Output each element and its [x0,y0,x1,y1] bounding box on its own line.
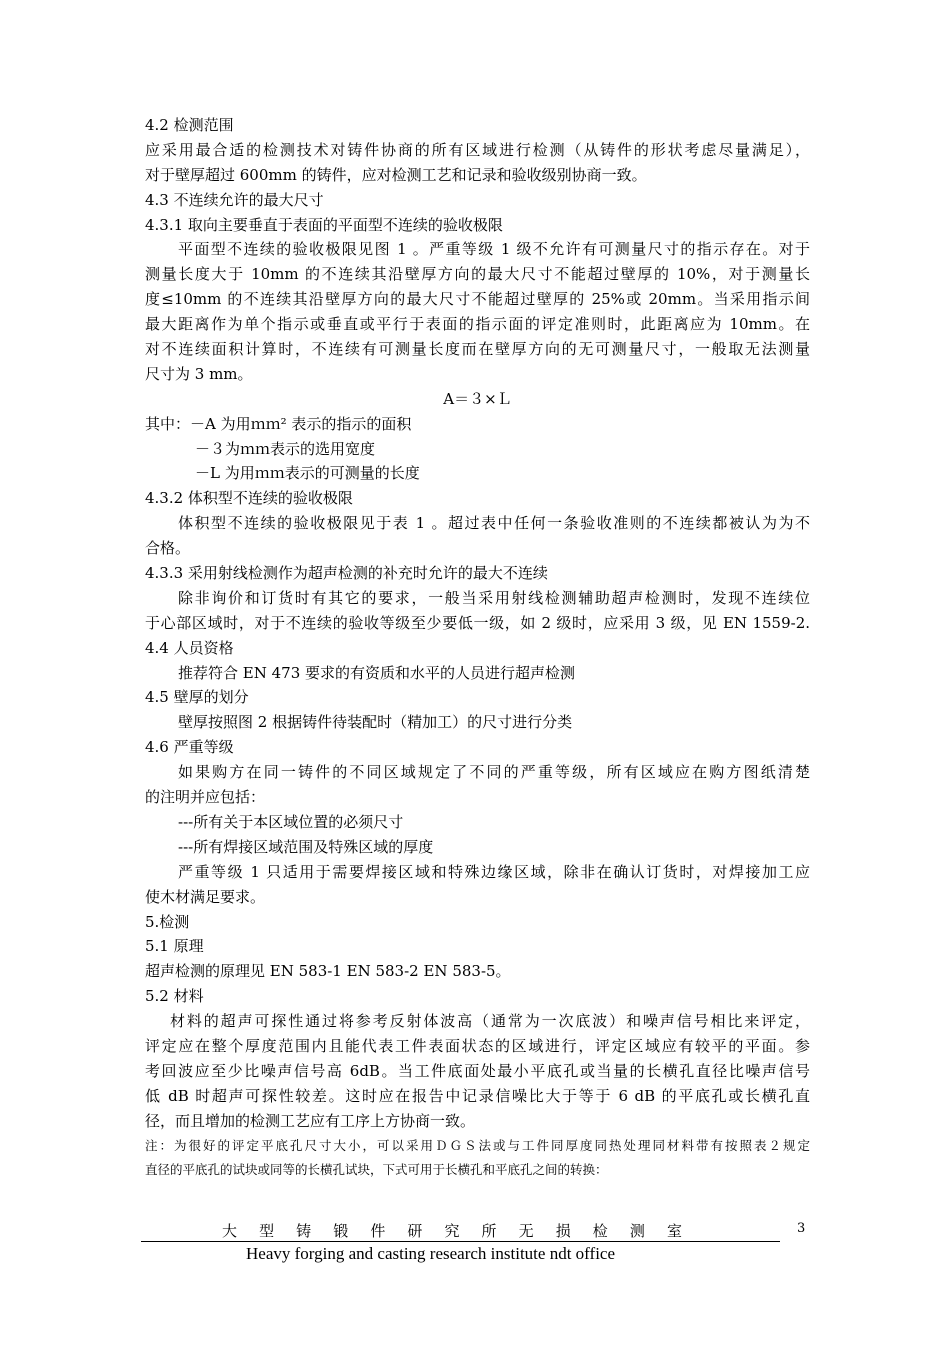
footer-char: 大 [222,1222,238,1240]
section-heading: 5.2 材料 [145,987,204,1006]
note-line: 注：为很好的评定平底孔尺寸大小，可以采用ＤＧＳ法或与工件同厚度同热处理同材料带有按照表２规定 [145,1137,810,1153]
paragraph-line: 于心部区域时，对于不连续的验收等级至少要低一级，如 2 级时，应采用 3 级，见 EN 1559-2. [145,613,810,632]
section-heading: 4.3.2 体积型不连续的验收极限 [145,489,353,508]
formula-note: －L 为用ｍｍ表示的可测量的长度 [195,464,420,483]
note-line: 直径的平底孔的试块或同等的长横孔试块，下式可用于长横孔和平底孔之间的转换： [145,1162,608,1178]
paragraph-line: 应采用最合适的检测技术对铸件协商的所有区域进行检测（从铸件的形状考虑尽量满足）， [145,140,810,159]
footer-char: 测 [629,1222,645,1240]
paragraph-line: 测量长度大于 10mm 的不连续其沿壁厚方向的最大尺寸不能超过壁厚的 10%，对于测量长 [145,265,810,284]
list-item: ---所有关于本区域位置的必须尺寸 [178,812,404,831]
section-heading: 4.3.3 采用射线检测作为超声检测的补充时允许的最大不连续 [145,564,548,583]
footer-char: 检 [592,1222,608,1240]
footer-divider [141,1241,780,1242]
footer-char: 损 [555,1222,571,1240]
paragraph-line: 壁厚按照图 2 根据铸件待装配时（精加工）的尺寸进行分类 [178,713,573,732]
paragraph-line: 平面型不连续的验收极限见图 1 。严重等级 1 级不允许有可测量尺寸的指示存在。对于 [178,240,810,259]
paragraph-line: 径，而且增加的检测工艺应有工序上方协商一致。 [145,1111,476,1130]
paragraph-line: 尺寸为 3 mm。 [145,364,253,383]
paragraph-line: 对不连续面积计算时，不连续有可测量长度而在壁厚方向的无可测量尺寸，一般取无法测量 [145,340,810,359]
paragraph-line: 严重等级 1 只适用于需要焊接区域和特殊边缘区域，除非在确认订货时，对焊接加工应 [178,862,810,881]
paragraph-line: 材料的超声可探性通过将参考反射体波高（通常为一次底波）和噪声信号相比来评定， [170,1012,810,1031]
paragraph-line: 最大距离作为单个指示或垂直或平行于表面的指示面的评定准则时，此距离应为 10mm。在 [145,315,810,334]
footer-english-name: Heavy forging and casting research institute ndt office [246,1244,616,1263]
paragraph-line: 低 dB 时超声可探性较差。这时应在报告中记录信噪比大于等于 6 dB 的平底孔或长横孔直 [145,1086,810,1105]
paragraph-line: 的注明并应包括： [145,788,266,807]
footer-char: 所 [481,1222,497,1240]
section-heading: 4.2 检测范围 [145,116,234,134]
footer-char: 无 [518,1222,534,1240]
paragraph-line: 合格。 [145,539,191,558]
section-heading: 4.6 严重等级 [145,738,234,757]
paragraph-line: 体积型不连续的验收极限见于表 1 。超过表中任何一条验收准则的不连续都被认为为不 [178,514,810,533]
paragraph-line: 使木材满足要求。 [145,887,266,906]
footer-char: 研 [407,1222,423,1240]
footer-institute-name [222,1220,682,1242]
footer-char: 究 [444,1222,460,1240]
paragraph-line: 推荐符合 EN 473 要求的有资质和水平的人员进行超声检测 [178,663,576,682]
formula-note: －３为ｍｍ表示的选用宽度 [195,439,376,458]
formula: A＝３×Ｌ [443,389,512,408]
page-number: 3 [797,1221,806,1236]
footer-char: 型 [259,1222,275,1240]
section-heading: 5.1 原理 [145,937,204,956]
section-heading: 4.5 壁厚的划分 [145,688,249,707]
paragraph-line: 对于壁厚超过 600mm 的铸件，应对检测工艺和记录和验收级别协商一致。 [145,165,647,184]
document-body [145,113,810,1183]
paragraph-line: 除非询价和订货时有其它的要求，一般当采用射线检测辅助超声检测时，发现不连续位 [178,588,810,607]
paragraph-line: 评定应在整个厚度范围内且能代表工件表面状态的区域进行，评定区域应有较平的平面。参 [145,1036,810,1055]
footer-char: 室 [666,1222,682,1240]
footer-char: 锻 [333,1222,349,1240]
paragraph-line: 考回波应至少比噪声信号高 6dB。当工件底面处最小平底孔或当量的长横孔直径比噪声信号 [145,1061,810,1080]
paragraph-line: 度≤10mm 的不连续其沿壁厚方向的最大尺寸不能超过壁厚的 25%或 20mm。当采用指示间 [145,290,810,309]
paragraph-line: 如果购方在同一铸件的不同区域规定了不同的严重等级，所有区域应在购方图纸清楚 [178,763,810,782]
formula-note: 其中：－A 为用ｍｍ² 表示的指示的面积 [145,414,412,433]
section-heading: 5.检测 [145,912,190,931]
section-heading: 4.3 不连续允许的最大尺寸 [145,190,324,209]
footer-char: 件 [370,1222,386,1240]
paragraph-line: 超声检测的原理见 EN 583-1 EN 583-2 EN 583-5。 [145,962,511,981]
footer-char: 铸 [296,1222,312,1240]
section-heading: 4.4 人员资格 [145,638,234,657]
list-item: ---所有焊接区域范围及特殊区域的厚度 [178,837,434,856]
section-heading: 4.3.1 取向主要垂直于表面的平面型不连续的验收极限 [145,215,503,234]
